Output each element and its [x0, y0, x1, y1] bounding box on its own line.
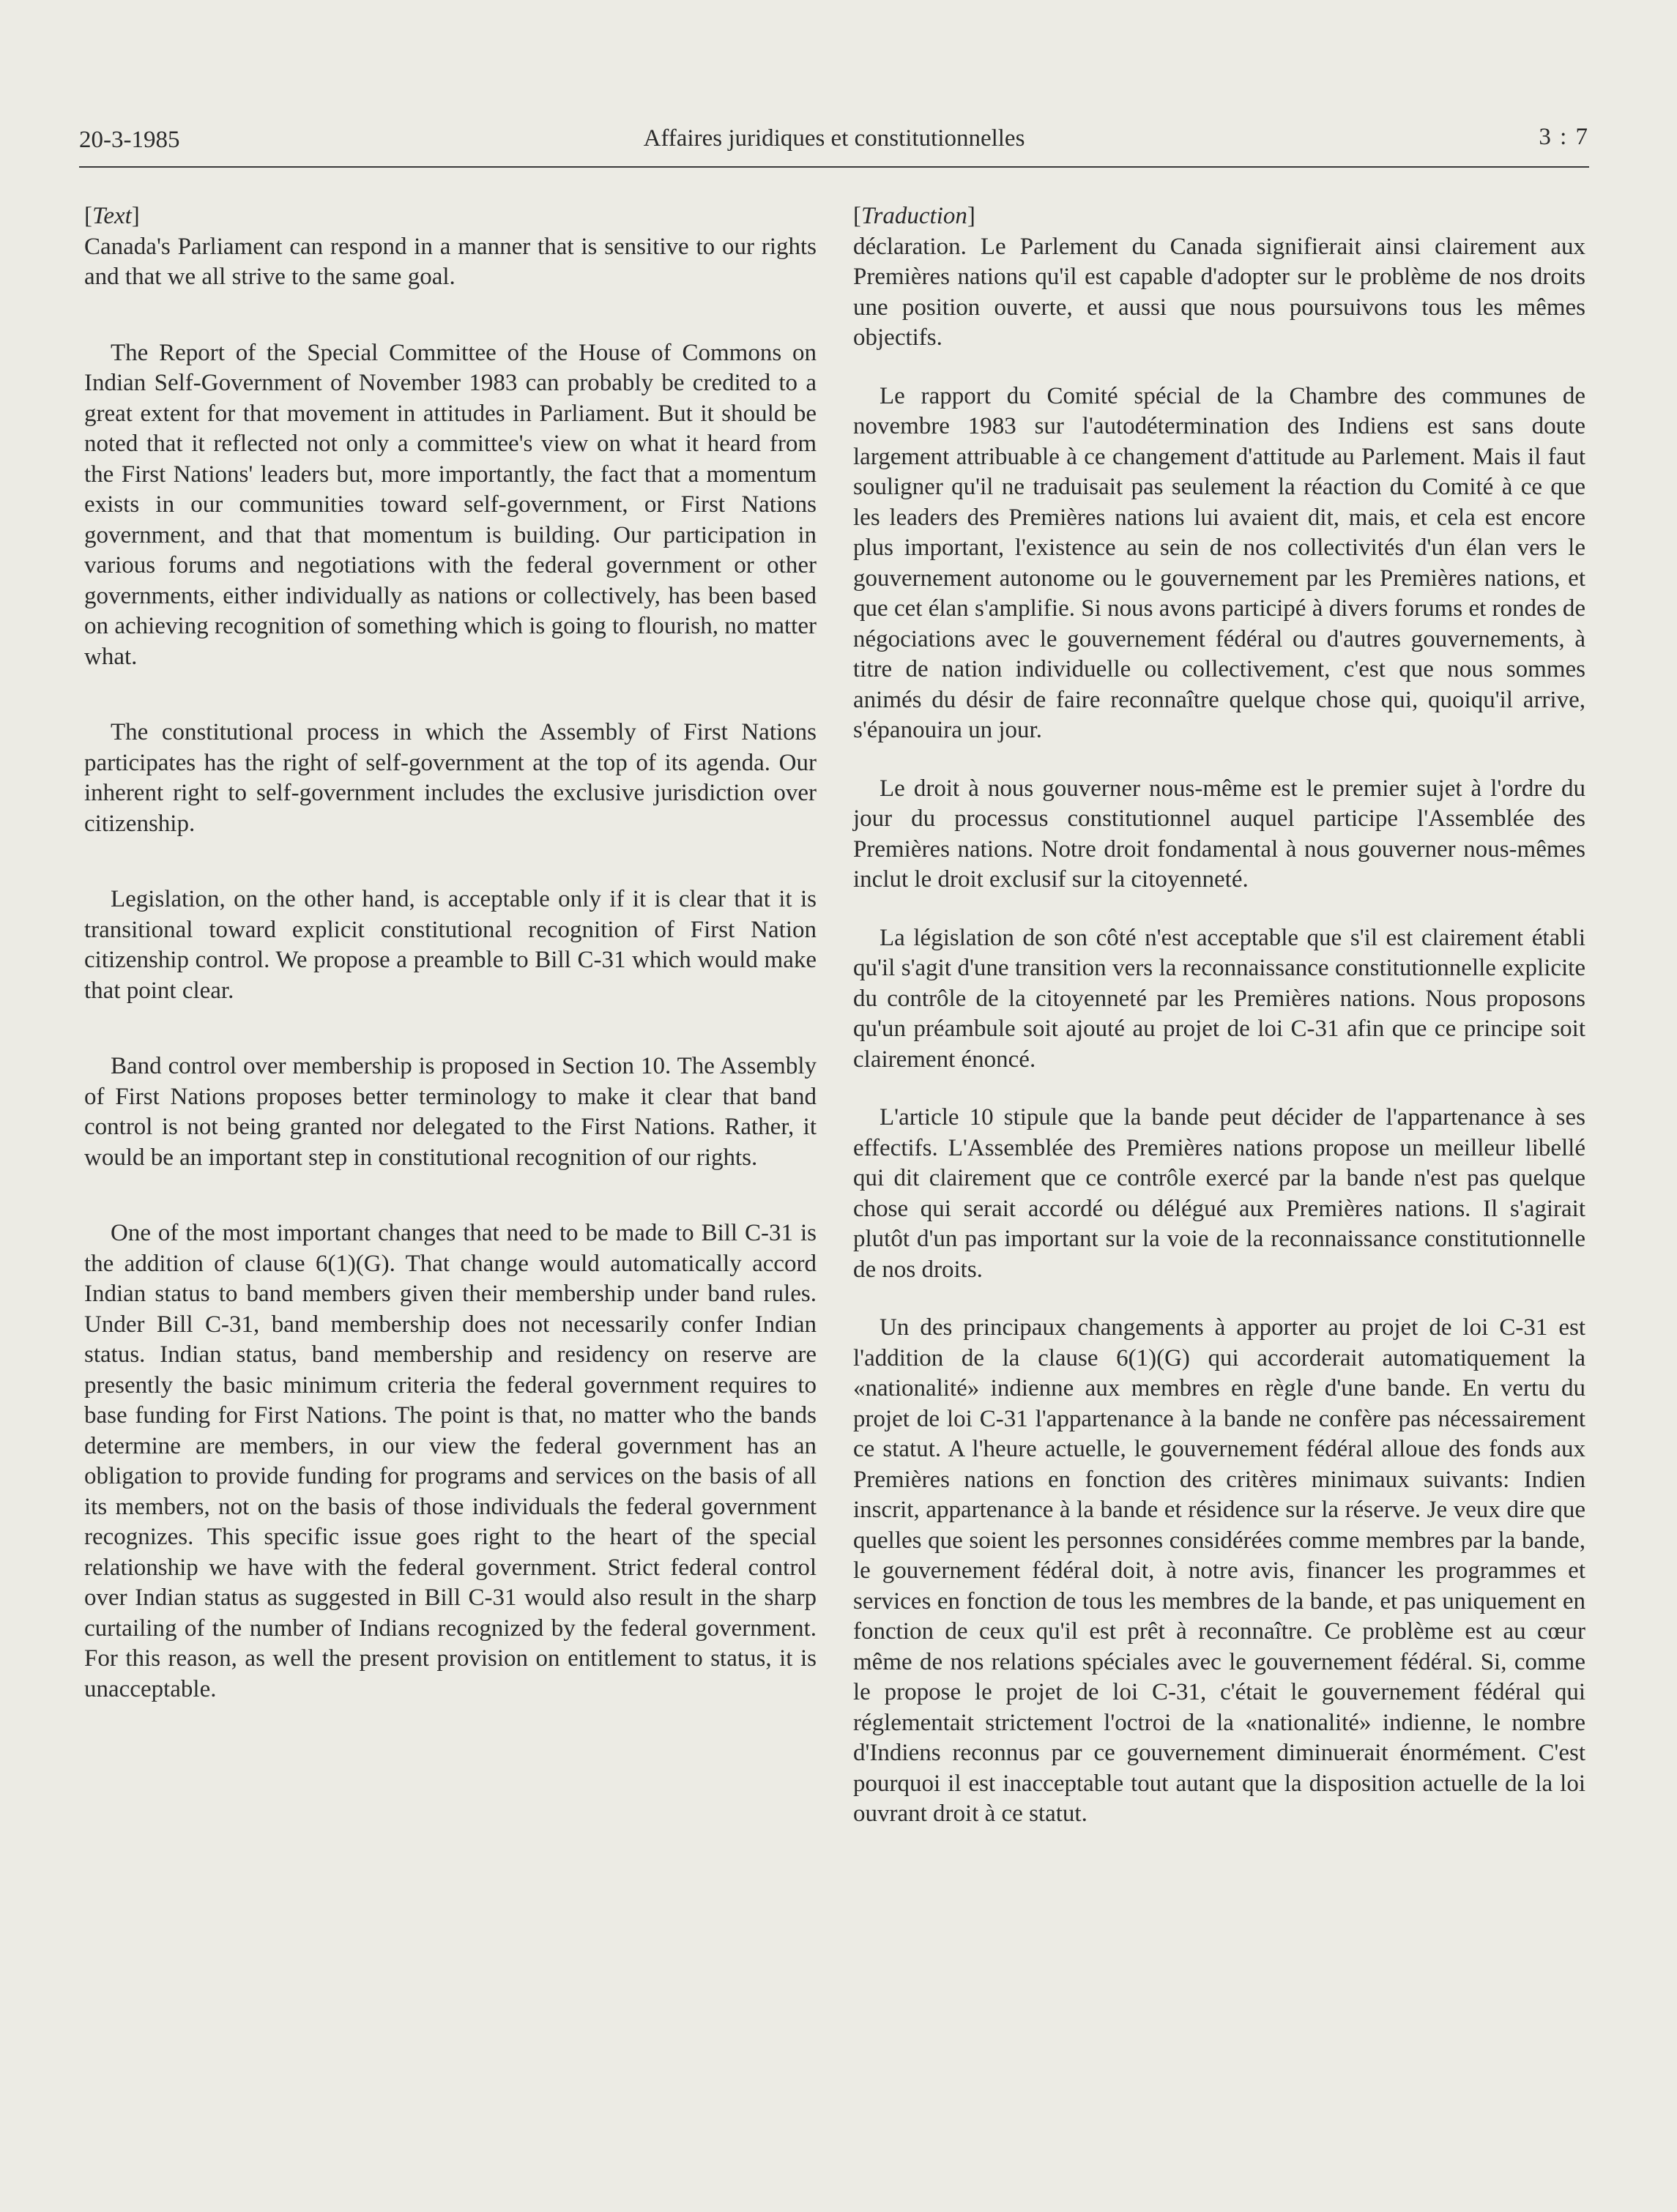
paragraph: The constitutional process in which the Assembly of First Nations participates has the right of self-government at the top of its agenda. Our inherent right to self-government includes the exclusive jurisdiction over citizenship.: [84, 719, 817, 837]
section-tag: [Text]: [84, 203, 140, 229]
english-column: [84, 201, 817, 1705]
header-title: Affaires juridiques et constitutionnelles: [643, 125, 1025, 152]
section-tag-label: Text: [92, 203, 132, 229]
header-date: 20-3-1985: [79, 127, 180, 153]
header-page-number: 3 : 7: [1539, 124, 1589, 150]
section-tag: [Traduction]: [853, 203, 975, 229]
section-tag-label: Traduction: [861, 203, 967, 229]
paragraph: L'article 10 stipule que la bande peut décider de l'appartenance à ses effectifs. L'Assemblée des Premières nations propose un meilleur libellé qui dit clairement que ce contrôle exercé par la bande n'est pas quelque chose qui serait accordé ou délégué aux Premières nations. Il s'agirait plutôt d'un pas important sur la voie de la reconnaissance constitutionnelle de nos droits.: [853, 1104, 1585, 1283]
paragraph: Un des principaux changements à apporter au projet de loi C-31 est l'addition de la clause 6(1)(G) qui accorderait automatiquement la «nationalité» indienne aux membres en règle d'une bande. En vertu du projet de loi C-31 l'appartenance à la bande ne confère pas nécessairement ce statut. A l'heure actuelle, le gouvernement fédéral alloue des fonds aux Premières nations en fonction des critères minimaux suivants: Indien inscrit, appartenance à la bande et résidence sur la réserve. Je veux dire que quelles que soient les personnes considérées comme membres par la bande, le gouvernement fédéral doit, à notre avis, financer les programmes et services en fonction de tous les membres de la bande, et pas uniquement en fonction de ceux qu'il est prêt à reconnaître. Ce problème est au cœur même de nos relations spéciales avec le gouvernement fédéral. Si, comme le propose le projet de loi C-31, c'était le gouvernement fédéral qui réglementait strictement l'octroi de la «nationalité» indienne, le nombre d'Indiens reconnus par ce gouvernement diminuerait énormément. C'est pourquoi il est inacceptable tout autant que la disposition actuelle de la loi ouvrant droit à ce statut.: [853, 1314, 1585, 1827]
paragraph: La législation de son côté n'est acceptable que s'il est clairement établi qu'il s'agit d'une transition vers la reconnaissance constitutionnelle explicite du contrôle de la citoyenneté par les Premières nations. Nous proposons qu'un préambule soit ajouté au projet de loi C-31 afin que ce principe soit clairement énoncé.: [853, 924, 1585, 1073]
paragraph: The Report of the Special Committee of the House of Commons on Indian Self-Government of November 1983 can probably be credited to a great extent for that movement in attitudes in Parliament. But it should be noted that it reflected not only a committee's view on what it heard from the First Nations' leaders but, more importantly, the fact that a momentum exists in our communities toward self-government, or First Nations government, and that that momentum is building. Our participation in various forums and negotiations with the federal government or other governments, either individually as nations or collectively, has been based on achieving recognition of something which is going to flourish, no matter what.: [84, 339, 817, 670]
paragraph: Le droit à nous gouverner nous-même est le premier sujet à l'ordre du jour du processus constitutionnel auquel participe l'Assemblée des Premières nations. Notre droit fondamental à nous gouverner nous-mêmes inclut le droit exclusif sur la citoyenneté.: [853, 775, 1585, 893]
french-column: [853, 201, 1585, 1830]
paragraph: Le rapport du Comité spécial de la Chambre des communes de novembre 1983 sur l'autodétermination des Indiens est sans doute largement attribuable à ce changement d'attitude au Parlement. Mais il faut souligner qu'il ne traduisait pas seulement la réaction du Comité à ce que les leaders des Premières nations lui avaient dit, mais, et cela est encore plus important, l'existence au sein de nos collectivités d'un élan vers le gouvernement autonome ou le gouvernement par les Premières nations, et que cet élan s'amplifie. Si nous avons participé à divers forums et rondes de négociations avec le gouvernement fédéral ou d'autres gouvernements, à titre de nation individuelle ou collectivement, c'est que nous sommes animés du désir de faire reconnaître quelque chose qui, quoiqu'il arrive, s'épanouira un jour.: [853, 382, 1585, 743]
header-divider: [79, 166, 1589, 168]
paragraph: déclaration. Le Parlement du Canada signifierait ainsi clairement aux Premières nations qu'il est capable d'adopter sur le problème de nos droits une position ouverte, et aussi que nous poursuivons tous les mêmes objectifs.: [853, 233, 1585, 351]
paragraph: Canada's Parliament can respond in a manner that is sensitive to our rights and that we all strive to the same goal.: [84, 233, 817, 290]
paragraph: Band control over membership is proposed in Section 10. The Assembly of First Nations proposes better terminology to make it clear that band control is not being granted nor delegated to the First Nations. Rather, it would be an important step in constitutional recognition of our rights.: [84, 1053, 817, 1171]
running-header: [79, 121, 1589, 165]
paragraph: One of the most important changes that need to be made to Bill C-31 is the addition of clause 6(1)(G). That change would automatically accord Indian status to band members given their membership under band rules. Under Bill C-31, band membership does not necessarily confer Indian status. Indian status, band membership and residency on reserve are presently the basic minimum criteria the federal government requires to base funding for First Nations. The point is that, no matter who the bands determine are members, in our view the federal government has an obligation to provide funding for programs and services on the basis of all its members, not on the basis of those individuals the federal government recognizes. This specific issue goes right to the heart of the special relationship we have with the federal government. Strict federal control over Indian status as suggested in Bill C-31 would also result in the sharp curtailing of the number of Indians recognized by the federal government. For this reason, as well the present provision on entitlement to status, it is unacceptable.: [84, 1220, 817, 1702]
paragraph: Legislation, on the other hand, is acceptable only if it is clear that it is transitional toward explicit constitutional recognition of First Nation citizenship control. We propose a preamble to Bill C-31 which would make that point clear.: [84, 886, 817, 1004]
